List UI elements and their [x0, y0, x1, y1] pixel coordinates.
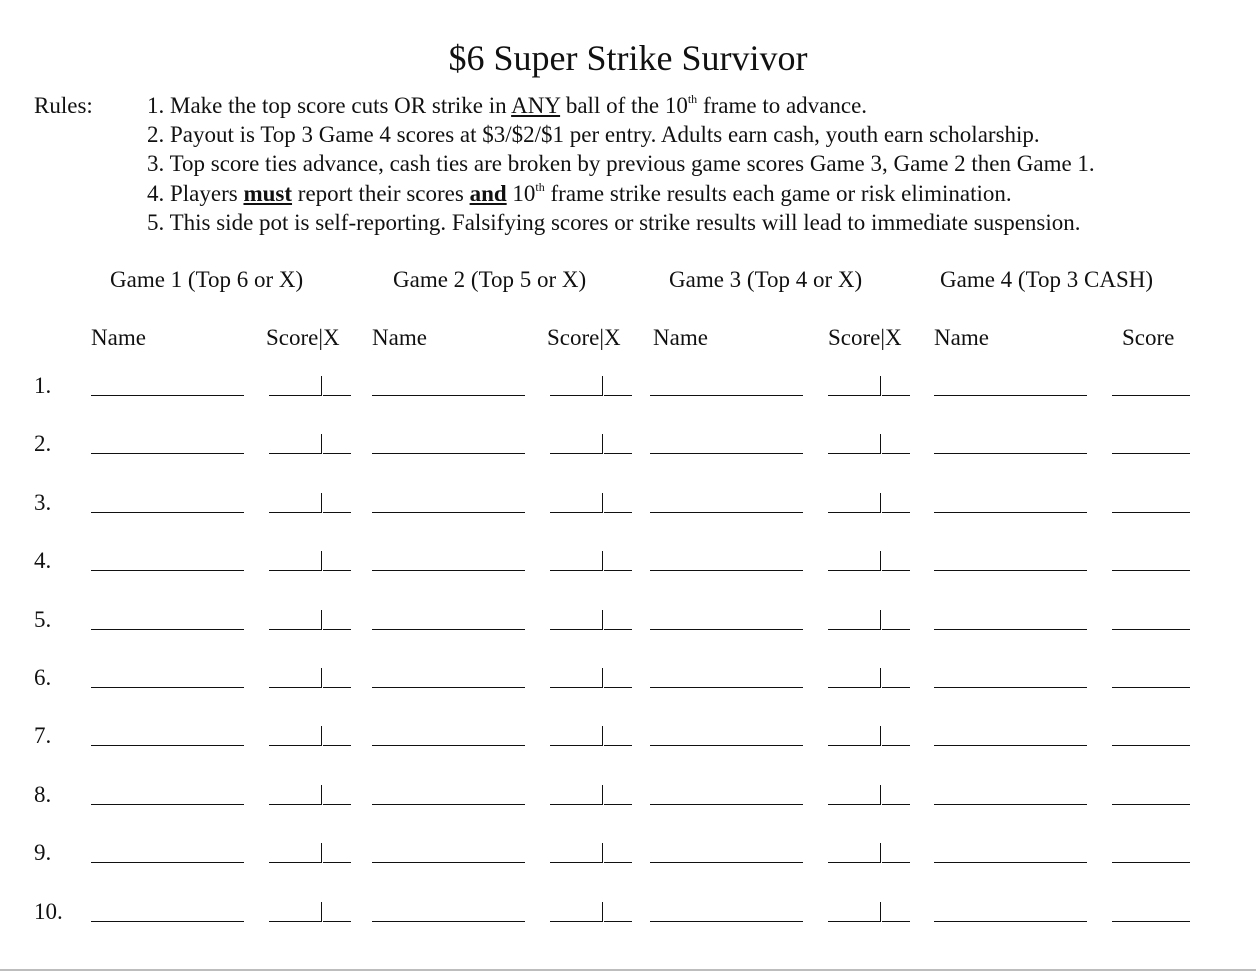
game-4-name-blank-row-1 — [934, 395, 1087, 396]
game-1-name-blank-row-10 — [91, 921, 244, 922]
game-4-name-blank-row-4 — [934, 570, 1087, 571]
game-3-score-divider-row-9 — [880, 843, 881, 863]
row-number: 5. — [34, 606, 52, 632]
game-3-strike-blank-row-8 — [882, 804, 910, 805]
game-4-score-blank-row-5 — [1112, 629, 1190, 630]
game-4-name-blank-row-5 — [934, 629, 1087, 630]
game-1-score-blank-row-2 — [269, 453, 321, 454]
game-1-score-divider-row-7 — [321, 726, 322, 746]
game-3-score-blank-row-3 — [828, 512, 880, 513]
game-4-name-blank-row-6 — [934, 687, 1087, 688]
row-number: 6. — [34, 665, 52, 690]
rule-4-emphasis-must: must — [243, 180, 293, 206]
game-3-strike-blank-row-10 — [882, 921, 910, 922]
game-3-strike-blank-row-6 — [882, 687, 910, 688]
row-number: 1. — [34, 373, 52, 398]
game-2-strike-blank-row-8 — [604, 804, 632, 805]
game-2-score-divider-row-4 — [602, 551, 603, 571]
page-title: $6 Super Strike Survivor — [448, 38, 808, 78]
game-1-name-blank-row-9 — [91, 862, 244, 863]
game-4-score-header: Score — [1122, 325, 1175, 350]
game-3-name-blank-row-7 — [650, 745, 803, 746]
game-2-score-divider-row-6 — [602, 668, 603, 688]
game-2-strike-blank-row-5 — [604, 629, 632, 630]
game-2-name-header: Name — [372, 325, 427, 350]
game-1-score-header: Score|X — [266, 325, 340, 350]
game-1-score-divider-row-10 — [321, 902, 322, 922]
game-4-score-blank-row-10 — [1112, 921, 1190, 922]
game-4-name-blank-row-8 — [934, 804, 1087, 805]
game-3-score-divider-row-1 — [880, 376, 881, 396]
game-3-name-blank-row-4 — [650, 570, 803, 571]
game-3-score-divider-row-5 — [880, 610, 881, 630]
rule-3: 3. Top score ties advance, cash ties are broken by previous game scores Game 3, Game 2 then Game 1. — [147, 151, 1095, 177]
game-1-name-blank-row-1 — [91, 395, 244, 396]
game-1-strike-blank-row-1 — [323, 395, 351, 396]
game-3-name-header: Name — [653, 325, 708, 350]
game-3-score-blank-row-10 — [828, 921, 880, 922]
game-1-strike-blank-row-2 — [323, 453, 351, 454]
game-2-score-divider-row-7 — [602, 726, 603, 746]
game-1-strike-blank-row-5 — [323, 629, 351, 630]
game-2-name-blank-row-7 — [372, 745, 525, 746]
game-3-score-divider-row-10 — [880, 902, 881, 922]
row-number: 9. — [34, 840, 52, 866]
game-3-name-blank-row-3 — [650, 512, 803, 513]
row-number: 8. — [34, 781, 52, 807]
game-3-score-blank-row-8 — [828, 804, 880, 805]
game-3-name-blank-row-1 — [650, 395, 803, 396]
game-1-header: Game 1 (Top 6 or X) — [110, 267, 304, 292]
game-2-strike-blank-row-7 — [604, 745, 632, 746]
game-3-score-blank-row-2 — [828, 453, 880, 454]
game-4-name-blank-row-3 — [934, 512, 1087, 513]
game-4-score-blank-row-4 — [1112, 570, 1190, 571]
game-1-name-blank-row-3 — [91, 512, 244, 513]
game-4-name-blank-row-2 — [934, 453, 1087, 454]
game-1-strike-blank-row-3 — [323, 512, 351, 513]
game-1-strike-blank-row-8 — [323, 804, 351, 805]
rule-4: 4. Players must report their scores and 10th frame strike results each game or risk elimination. — [147, 179, 1012, 206]
game-1-score-divider-row-4 — [321, 551, 322, 571]
game-2-score-blank-row-4 — [550, 570, 602, 571]
game-2-header: Game 2 (Top 5 or X) — [393, 267, 587, 292]
game-2-name-blank-row-1 — [372, 395, 525, 396]
game-1-strike-blank-row-7 — [323, 745, 351, 746]
game-2-strike-blank-row-1 — [604, 395, 632, 396]
game-2-name-blank-row-10 — [372, 921, 525, 922]
row-number: 10. — [34, 898, 63, 924]
game-4-score-blank-row-1 — [1112, 395, 1190, 396]
game-2-score-blank-row-3 — [550, 512, 602, 513]
game-3-strike-blank-row-5 — [882, 629, 910, 630]
game-1-score-blank-row-8 — [269, 804, 321, 805]
rule-1-emphasis: ANY — [511, 93, 561, 118]
game-3-strike-blank-row-1 — [882, 395, 910, 396]
game-3-score-blank-row-6 — [828, 687, 880, 688]
game-1-score-blank-row-3 — [269, 512, 321, 513]
game-2-score-divider-row-8 — [602, 785, 603, 805]
game-1-score-divider-row-2 — [321, 434, 322, 454]
game-2-name-blank-row-9 — [372, 862, 525, 863]
game-4-score-blank-row-2 — [1112, 453, 1190, 454]
game-3-score-divider-row-8 — [880, 785, 881, 805]
game-2-score-blank-row-8 — [550, 804, 602, 805]
game-2-score-blank-row-7 — [550, 745, 602, 746]
row-number: 3. — [34, 489, 52, 515]
game-2-name-blank-row-2 — [372, 453, 525, 454]
game-1-score-blank-row-7 — [269, 745, 321, 746]
game-2-name-blank-row-8 — [372, 804, 525, 805]
game-3-score-divider-row-3 — [880, 493, 881, 513]
game-4-score-blank-row-3 — [1112, 512, 1190, 513]
game-2-name-blank-row-6 — [372, 687, 525, 688]
game-1-name-blank-row-7 — [91, 745, 244, 746]
game-2-score-header: Score|X — [547, 325, 621, 350]
game-3-score-divider-row-6 — [880, 668, 881, 688]
rules-list — [147, 91, 1095, 237]
game-3-score-divider-row-7 — [880, 726, 881, 746]
game-1-name-blank-row-4 — [91, 570, 244, 571]
game-1-score-blank-row-6 — [269, 687, 321, 688]
game-4-name-header: Name — [934, 325, 989, 350]
game-3-score-blank-row-7 — [828, 745, 880, 746]
row-number: 7. — [34, 723, 52, 749]
game-3-name-blank-row-10 — [650, 921, 803, 922]
game-1-score-divider-row-1 — [321, 376, 322, 396]
game-2-score-divider-row-5 — [602, 610, 603, 630]
game-2-name-blank-row-4 — [372, 570, 525, 571]
game-3-score-blank-row-9 — [828, 862, 880, 863]
game-2-score-blank-row-10 — [550, 921, 602, 922]
game-2-name-blank-row-5 — [372, 629, 525, 630]
game-4-name-blank-row-7 — [934, 745, 1087, 746]
rule-4-emphasis-and: and — [469, 180, 507, 206]
game-2-score-divider-row-9 — [602, 843, 603, 863]
game-1-strike-blank-row-9 — [323, 862, 351, 863]
row-number: 2. — [34, 431, 52, 457]
game-2-strike-blank-row-2 — [604, 453, 632, 454]
game-3-score-divider-row-2 — [880, 434, 881, 454]
game-1-name-blank-row-2 — [91, 453, 244, 454]
game-3-strike-blank-row-7 — [882, 745, 910, 746]
game-1-score-blank-row-5 — [269, 629, 321, 630]
game-1-name-header: Name — [91, 325, 146, 350]
game-2-score-blank-row-6 — [550, 687, 602, 688]
game-3-score-header: Score|X — [828, 325, 902, 350]
game-1-name-blank-row-8 — [91, 804, 244, 805]
game-1-score-divider-row-3 — [321, 493, 322, 513]
rules-label: Rules: — [34, 93, 93, 118]
game-1-score-divider-row-5 — [321, 610, 322, 630]
game-4-score-blank-row-6 — [1112, 687, 1190, 688]
game-4-score-blank-row-7 — [1112, 745, 1190, 746]
game-1-score-blank-row-4 — [269, 570, 321, 571]
game-2-score-divider-row-1 — [602, 376, 603, 396]
game-1-score-divider-row-8 — [321, 785, 322, 805]
game-2-strike-blank-row-10 — [604, 921, 632, 922]
game-2-strike-blank-row-3 — [604, 512, 632, 513]
game-2-score-divider-row-3 — [602, 493, 603, 513]
game-1-score-blank-row-1 — [269, 395, 321, 396]
game-4-name-blank-row-10 — [934, 921, 1087, 922]
game-2-strike-blank-row-9 — [604, 862, 632, 863]
game-3-name-blank-row-8 — [650, 804, 803, 805]
game-3-strike-blank-row-9 — [882, 862, 910, 863]
game-4-score-blank-row-8 — [1112, 804, 1190, 805]
game-3-header: Game 3 (Top 4 or X) — [669, 267, 863, 292]
game-3-name-blank-row-6 — [650, 687, 803, 688]
game-4-name-blank-row-9 — [934, 862, 1087, 863]
game-3-strike-blank-row-4 — [882, 570, 910, 571]
game-2-name-blank-row-3 — [372, 512, 525, 513]
game-1-name-blank-row-5 — [91, 629, 244, 630]
game-3-strike-blank-row-2 — [882, 453, 910, 454]
game-1-score-divider-row-9 — [321, 843, 322, 863]
rule-2: 2. Payout is Top 3 Game 4 scores at $3/$2/$1 per entry. Adults earn cash, youth earn scholarship. — [147, 122, 1040, 148]
game-2-score-divider-row-2 — [602, 434, 603, 454]
game-3-score-blank-row-1 — [828, 395, 880, 396]
game-2-strike-blank-row-6 — [604, 687, 632, 688]
row-number: 4. — [34, 548, 52, 574]
rule-1: 1. Make the top score cuts OR strike in ANY ball of the 10th frame to advance. — [147, 92, 868, 118]
game-3-strike-blank-row-3 — [882, 512, 910, 513]
game-1-strike-blank-row-6 — [323, 687, 351, 688]
game-2-score-blank-row-1 — [550, 395, 602, 396]
game-1-name-blank-row-6 — [91, 687, 244, 688]
rule-5: 5. This side pot is self-reporting. Falsifying scores or strike results will lead to immediate suspension. — [147, 209, 1081, 235]
game-3-name-blank-row-5 — [650, 629, 803, 630]
game-4-header: Game 4 (Top 3 CASH) — [940, 267, 1154, 292]
game-1-score-blank-row-10 — [269, 921, 321, 922]
game-1-strike-blank-row-10 — [323, 921, 351, 922]
game-1-score-blank-row-9 — [269, 862, 321, 863]
game-3-score-blank-row-4 — [828, 570, 880, 571]
game-3-name-blank-row-9 — [650, 862, 803, 863]
game-3-score-blank-row-5 — [828, 629, 880, 630]
game-2-score-blank-row-9 — [550, 862, 602, 863]
game-2-score-blank-row-5 — [550, 629, 602, 630]
page-bottom-divider — [0, 969, 1256, 971]
game-2-score-blank-row-2 — [550, 453, 602, 454]
game-3-score-divider-row-4 — [880, 551, 881, 571]
game-1-score-divider-row-6 — [321, 668, 322, 688]
game-1-strike-blank-row-4 — [323, 570, 351, 571]
game-3-name-blank-row-2 — [650, 453, 803, 454]
game-2-strike-blank-row-4 — [604, 570, 632, 571]
game-2-score-divider-row-10 — [602, 902, 603, 922]
game-4-score-blank-row-9 — [1112, 862, 1190, 863]
